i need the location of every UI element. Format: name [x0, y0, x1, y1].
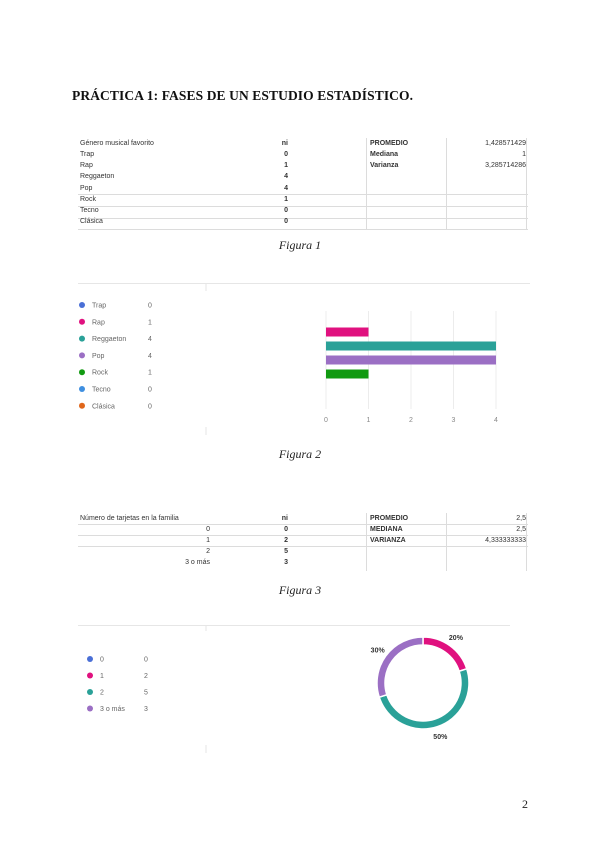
legend-value: 4	[148, 336, 152, 344]
legend-label: Pop	[92, 352, 105, 360]
table-row-ni: 1	[284, 195, 288, 203]
donut-slice-2	[379, 669, 469, 729]
legend-value: 2	[144, 673, 148, 680]
donut-chart-panel	[78, 625, 530, 753]
legend-dot	[79, 352, 85, 358]
x-tick-label: 0	[324, 417, 328, 424]
table-row-ni: 5	[284, 548, 288, 555]
stat-label: MEDIANA	[370, 526, 403, 533]
legend-label: Trap	[92, 302, 107, 310]
page-title: PRÁCTICA 1: FASES DE UN ESTUDIO ESTADÍSTICO.	[72, 88, 414, 103]
table-row-label: Rap	[80, 162, 93, 170]
bar-pop	[326, 356, 496, 365]
table-row-label: Clásica	[80, 218, 103, 226]
stat-value: 2,5	[516, 515, 526, 522]
table-row-ni: 3	[284, 559, 288, 566]
legend-label: 1	[100, 673, 104, 680]
table-row-label: Reggaeton	[80, 173, 115, 181]
table-header-ni: ni	[281, 515, 288, 522]
table-tarjetas	[78, 513, 528, 571]
legend-label: Rock	[92, 369, 108, 377]
donut-chart	[78, 625, 530, 753]
stat-label: Mediana	[370, 151, 399, 158]
x-tick-label: 2	[409, 417, 413, 424]
stat-value: 1,428571429	[485, 140, 526, 147]
table-row-label: Pop	[80, 184, 93, 192]
donut-slice-3	[377, 637, 423, 697]
legend-dot	[79, 336, 85, 342]
bar-chart	[78, 283, 530, 435]
stat-value: 1	[522, 151, 526, 158]
legend-value: 0	[144, 656, 148, 664]
stat-value: 3,285714286	[485, 162, 526, 169]
legend-label: 0	[100, 656, 104, 664]
legend-dot	[87, 689, 93, 695]
slice-label: 20%	[448, 635, 463, 643]
table-row-label: Trap	[80, 151, 95, 158]
legend-dot	[79, 386, 85, 392]
legend-value: 1	[148, 319, 152, 327]
table-row-ni: 0	[284, 218, 288, 226]
legend-dot	[79, 369, 85, 375]
table-row-label: Tecno	[80, 207, 99, 214]
stat-label: Varianza	[370, 162, 399, 169]
legend-label: 2	[100, 689, 104, 697]
table-row-ni: 0	[284, 526, 288, 533]
legend-dot	[79, 319, 85, 325]
slice-label: 50%	[433, 733, 448, 741]
legend-value: 3	[144, 706, 148, 713]
legend-dot	[79, 302, 85, 308]
legend-dot	[87, 673, 93, 679]
stat-label: VARIANZA	[370, 537, 406, 544]
figure-caption-2: Figura 2	[278, 447, 322, 461]
legend-value: 4	[148, 352, 152, 360]
legend-value: 1	[148, 369, 152, 377]
legend-label: 3 o más	[100, 706, 125, 713]
table-header-label: Género musical favorito	[80, 140, 154, 147]
legend-dot	[79, 403, 85, 409]
table-header-label: Número de tarjetas en la familia	[80, 515, 179, 522]
legend-label: Rap	[92, 319, 105, 327]
table-row-label: 0	[206, 526, 210, 533]
slice-label: 30%	[370, 647, 385, 655]
table-row-label: 3 o más	[185, 559, 210, 566]
bar-reggaeton	[326, 342, 496, 351]
stat-value: 2,5	[516, 526, 526, 533]
table-row-ni: 0	[284, 151, 288, 158]
table-row-label: 2	[206, 548, 210, 555]
table-row-ni: 4	[284, 184, 288, 192]
legend-dot	[87, 706, 93, 712]
legend-value: 0	[148, 386, 152, 394]
table-row-ni: 2	[284, 537, 288, 544]
stat-label: PROMEDIO	[370, 515, 409, 522]
bar-rap	[326, 328, 369, 337]
x-tick-label: 4	[494, 417, 498, 424]
legend-label: Tecno	[92, 386, 111, 394]
figure-caption-1: Figura 1	[278, 238, 322, 252]
table-row-label: Rock	[80, 195, 96, 203]
figure-caption-3: Figura 3	[278, 583, 322, 597]
legend-value: 0	[148, 403, 152, 411]
legend-label: Reggaeton	[92, 336, 127, 344]
table-header-ni: ni	[281, 140, 288, 147]
legend-value: 5	[144, 689, 148, 697]
page-number: 2	[522, 797, 528, 811]
legend-value: 0	[148, 302, 152, 310]
x-tick-label: 1	[366, 417, 371, 424]
table-genero	[78, 138, 528, 230]
stat-value: 4,333333333	[485, 537, 526, 544]
legend-label: Clásica	[92, 403, 115, 411]
table-row-ni: 0	[284, 207, 288, 214]
bar-chart-panel	[78, 283, 530, 435]
table-row-label: 1	[206, 537, 210, 544]
bar-rock	[326, 370, 369, 379]
stat-label: PROMEDIO	[370, 140, 409, 147]
table-row-ni: 4	[284, 173, 288, 181]
x-tick-label: 3	[451, 417, 456, 424]
legend-dot	[87, 656, 93, 662]
table-row-ni: 1	[284, 162, 288, 170]
